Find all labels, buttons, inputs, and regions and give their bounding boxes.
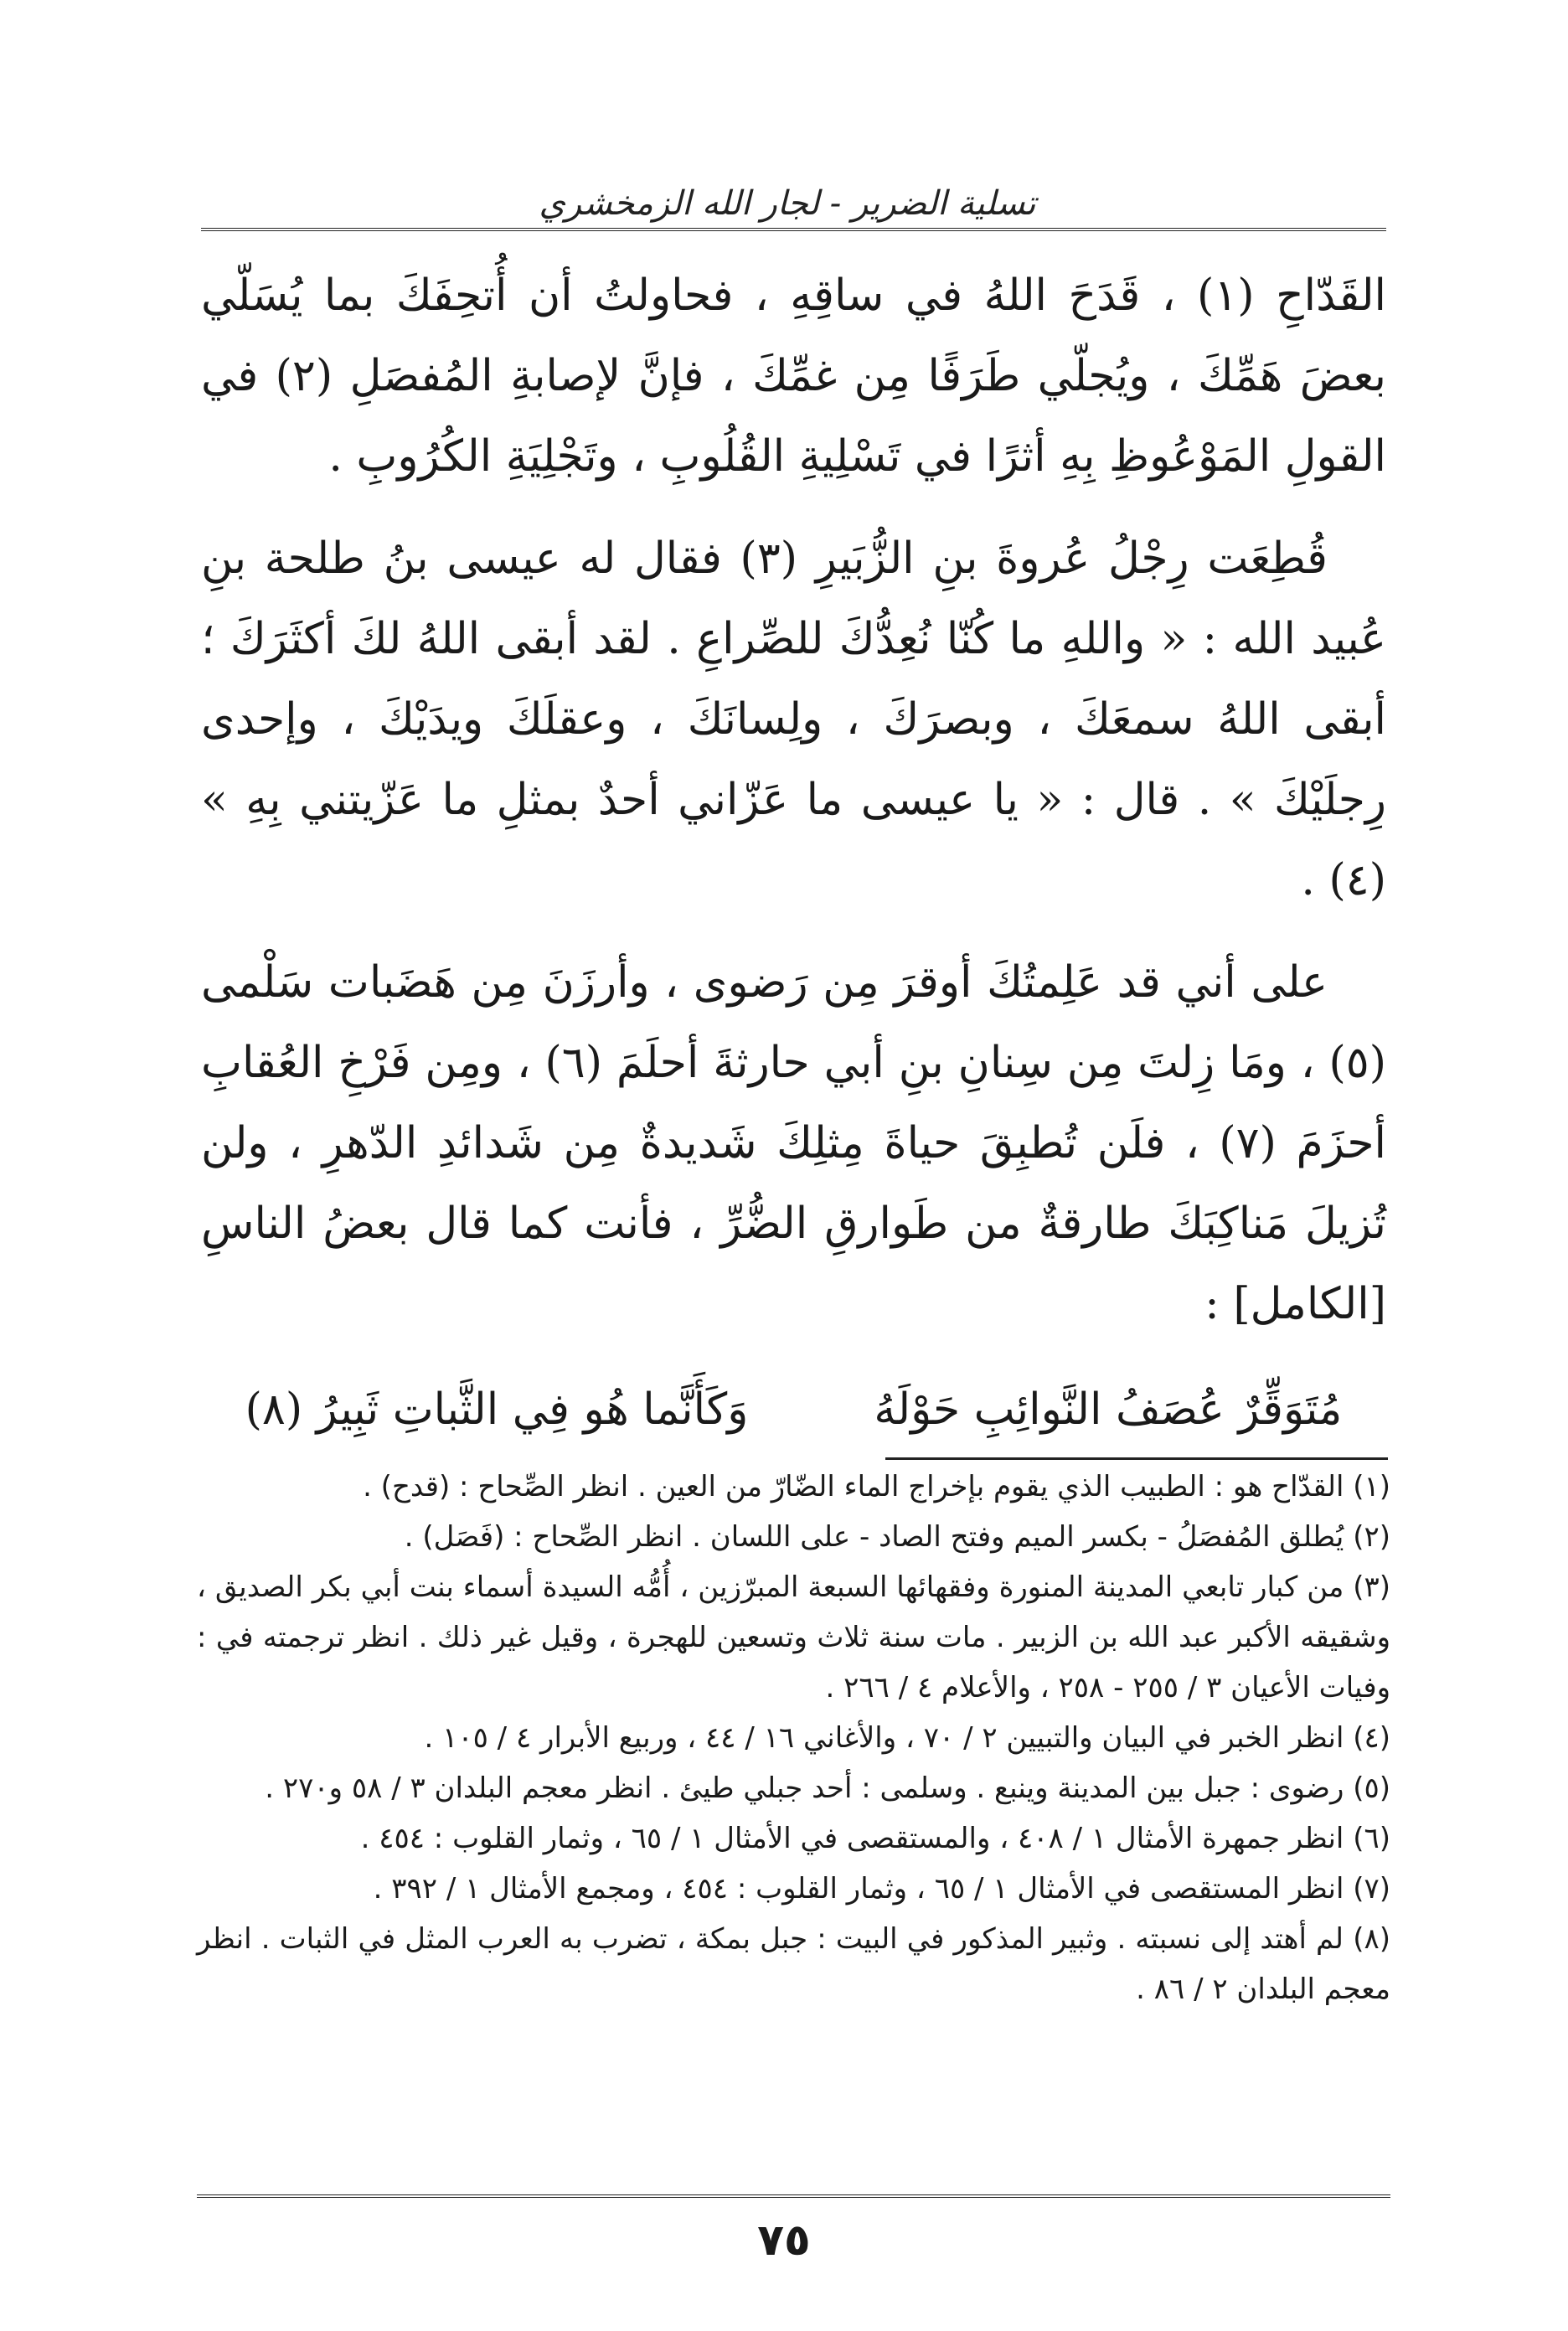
paragraph-3: على أني قد عَلِمتُكَ أوقرَ مِن رَضوى ، وأرزَنَ مِن هَضَبات سَلْمى (٥) ، ومَا زِلتَ مِن سِنانِ بنِ أبي حارثةَ أحلَمَ (٦) ، ومِن فَرْخِ العُقابِ أحزَمَ (٧) ، فلَن تُطبِقَ حياةَ مِثلِكَ شَديدةٌ مِن شَدائدِ الدّهرِ ، ولن تُزيلَ مَناكِبَكَ طارقةٌ من طَوارقِ الضُّرِّ ، فأنت كما قال بعضُ الناسِ [الكامل] :: [201, 957, 1386, 1329]
verse-second-hemistich: وَكَأَنَّما هُو فِي الثَّباتِ ثَبِيرُ (٨): [245, 1385, 749, 1435]
footnote-6: (٦) انظر جمهرة الأمثال ١ / ٤٠٨ ، والمستقصى في الأمثال ١ / ٦٥ ، وثمار القلوب : ٤٥٤ .: [360, 1822, 1390, 1855]
paragraph-2: قُطِعَت رِجْلُ عُروةَ بنِ الزُّبَيرِ (٣) فقال له عيسى بنُ طلحة بنِ عُبيد الله : « واللهِ ما كُنّا نُعِدُّكَ للصِّراعِ . لقد أبقى اللهُ لكَ أكثَرَكَ ؛ أبقى اللهُ سمعَكَ ، وبصرَكَ ، ولِسانَكَ ، وعقلَكَ ويدَيْكَ ، وإحدى رِجلَيْكَ » . قال : « يا عيسى ما عَزّاني أحدٌ بمثلِ ما عَزّيتني بِهِ » (٤) .: [201, 534, 1386, 905]
footnote-8: (٨) لم أهتد إلى نسبته . وثبير المذكور في البيت : جبل بمكة ، تضرب به العرب المثل في الثبات . انظر معجم البلدان ٢ / ٨٦ .: [197, 1922, 1390, 2006]
footnote-5: (٥) رضوى : جبل بين المدينة وينبع . وسلمى : أحد جبلي طيئ . انظر معجم البلدان ٣ / ٥٨ و٢٧٠ .: [265, 1771, 1390, 1805]
header-rule: [201, 228, 1386, 231]
footnote-7: (٧) انظر المستقصى في الأمثال ١ / ٦٥ ، وثمار القلوب : ٤٥٤ ، ومجمع الأمثال ١ / ٣٩٢ .: [373, 1872, 1390, 1906]
verse-first-hemistich: مُتَوَقِّرٌ عُصَفُ النَّوائِبِ حَوْلَهُ: [874, 1385, 1343, 1435]
running-header: تسلية الضرير - لجار الله الزمخشري: [539, 184, 1036, 223]
footnote-4: (٤) انظر الخبر في البيان والتبيين ٢ / ٧٠ ، والأغاني ١٦ / ٤٤ ، وربيع الأبرار ٤ / ١٠٥ .: [424, 1721, 1390, 1755]
bottom-rule: [197, 2194, 1390, 2198]
paragraph-1: القَدّاحِ (١) ، قَدَحَ اللهُ في ساقِهِ ، فحاولتُ أن أُتحِفَكَ بما يُسَلّي بعضَ هَمِّكَ ، ويُجلّي طَرَفًا مِن غمِّكَ ، فإنَّ لإصابةِ المُفصَلِ (٢) في القولِ المَوْعُوظِ بِهِ أثرًا في تَسْلِيةِ القُلُوبِ ، وتَجْلِيَةِ الكُرُوبِ .: [201, 271, 1387, 482]
page-number: ٧٥: [757, 2215, 811, 2266]
footnote-1: (١) القدّاح هو : الطبيب الذي يقوم بإخراج الماء الضّارّ من العين . انظر الصِّحاح : (قدح) .: [363, 1470, 1390, 1503]
footnotes: [197, 1462, 1390, 2014]
footnote-separator: [885, 1457, 1388, 1460]
poetry-verse: [201, 1369, 1386, 1450]
main-text: [201, 255, 1386, 1450]
footnote-3: (٣) من كبار تابعي المدينة المنورة وفقهائها السبعة المبرّزين ، أُمُّه السيدة أسماء بنت أبي بكر الصديق ، وشقيقه الأكبر عبد الله بن الزبير . مات سنة ثلاث وتسعين للهجرة ، وقيل غير ذلك . انظر ترجمته في : وفيات الأعيان ٣ / ٢٥٥ - ٢٥٨ ، والأعلام ٤ / ٢٦٦ .: [197, 1570, 1390, 1704]
footnote-2: (٢) يُطلق المُفصَلُ - بكسر الميم وفتح الصاد - على اللسان . انظر الصِّحاح : (فَصَل) .: [404, 1520, 1390, 1554]
